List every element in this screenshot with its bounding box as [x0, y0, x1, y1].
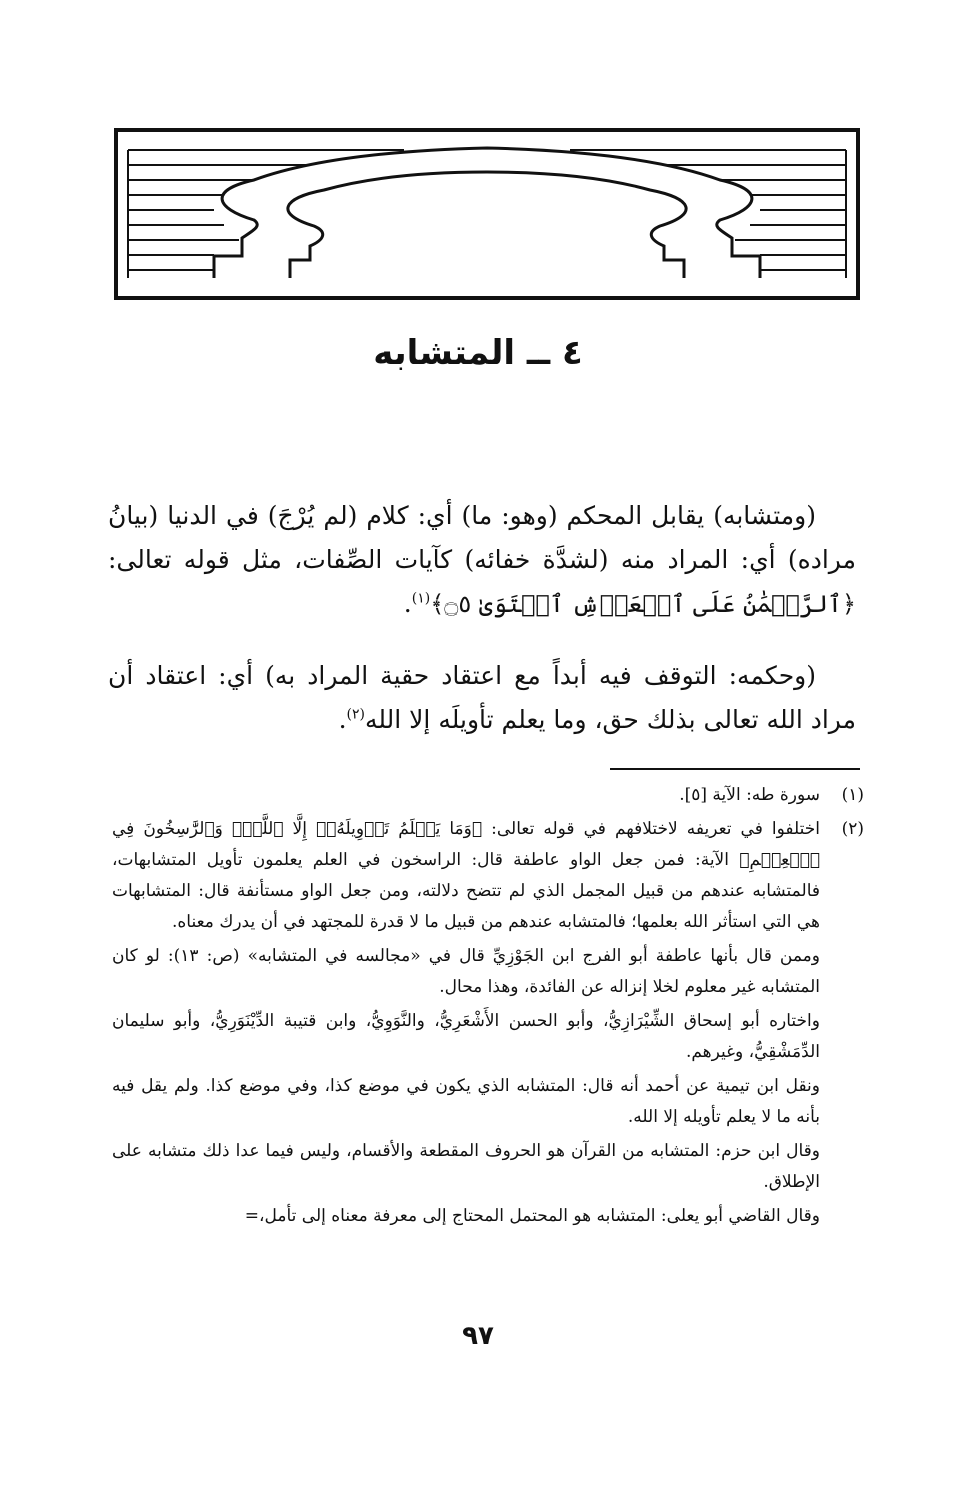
paragraph-2-text: (وحكمه: التوقف فيه أبداً مع اعتقاد حقية المراد به) أي: اعتقاد أن مراد الله تعالى بذلك حق، وما يعلم تأويلَه إلا الله	[108, 661, 856, 734]
quran-verse: ﴿ٱلرَّحۡمَٰنُ عَلَى ٱلۡعَرۡشِ ٱسۡتَوَىٰ ۝٥﴾	[430, 590, 856, 618]
footnote-2	[112, 814, 864, 1232]
footnote-1-text: سورة طه: الآية [٥].	[679, 785, 820, 805]
paragraph-1-text: (ومتشابه) يقابل المحكم (وهو: ما) أي: كلام (لم يُرْجَ) في الدنيا (بيانُ مراده) أي: المراد منه (لشدَّة خفائه) كآيات الصِّفات، مثل قوله تعالى:	[108, 501, 856, 574]
footnote-2-para-3: واختاره أبو إسحاق الشِّيْرَازِيُّ، وأبو الحسن الأَشْعَرِيُّ، والنَّوَوِيُّ، وابن قتيبة الدِّيْنَوَرِيُّ، وأبو سليمان الدِّمَشْقِيُّ، وغيرهم.	[112, 1011, 820, 1062]
footnote-ref-2[interactable]: (٢)	[346, 706, 365, 723]
paragraph-1-end: .	[403, 589, 412, 618]
footnote-separator	[610, 768, 860, 770]
footnote-2-text: اختلفوا في تعريفه لاختلافهم في قوله تعالى: ﴿وَمَا يَعۡلَمُ تَأۡوِيلَهُۥٓ إِلَّا ٱللَّهُۗ وَٱلرَّٰسِخُونَ فِي ٱلۡعِلۡمِ﴾ الآية: فمن جعل الواو عاطفة قال: الراسخون في العلم يعلمون تأويل المتشابهات، فالمتشابه عندهم من قبيل المجمل الذي لم تتضح دلالته، ومن جعل الواو مستأنفة قال: المتشابهات هي التي استأثر الله بعلمها؛ فالمتشابه عندهم من قبيل ما لا قدرة للمجتهد في أن يدرك معناه.	[112, 819, 820, 932]
body-paragraph-1	[108, 494, 856, 626]
footnote-2-para-4: ونقل ابن تيمية عن أحمد أنه قال: المتشابه الذي يكون في موضع كذا، وفي موضع كذا. ولم يقل فيه بأنه ما لا يعلم تأويله إلا الله.	[112, 1076, 820, 1127]
body-paragraph-2	[108, 654, 856, 742]
chapter-title: ٤ ــ المتشابه	[373, 333, 583, 373]
paragraph-2-end: .	[338, 705, 347, 734]
footnote-1	[112, 780, 864, 811]
chapter-header-ornament	[114, 128, 860, 300]
footnote-2-para-2: وممن قال بأنها عاطفة أبو الفرج ابن الجَوْزِيِّ قال في «مجالسه في المتشابه» (ص: ١٣): لو كان المتشابه غير معلوم لخلا إنزاله عن الفائدة، وهذا محال.	[112, 946, 820, 997]
footnotes	[112, 780, 864, 1235]
footnote-2-para-5: وقال ابن حزم: المتشابه من القرآن هو الحروف المقطعة والأقسام، وليس فيما عدا ذلك متشابه على الإطلاق.	[112, 1141, 820, 1192]
footnote-1-number: (١)	[841, 785, 864, 805]
footnote-2-para-6: وقال القاضي أبو يعلى: المتشابه هو المحتمل المحتاج إلى معرفة معناه إلى تأمل،=	[244, 1206, 820, 1226]
page-number: ٩٧	[462, 1321, 494, 1351]
footnote-2-number: (٢)	[841, 819, 864, 839]
footnote-ref-1[interactable]: (١)	[411, 590, 431, 607]
